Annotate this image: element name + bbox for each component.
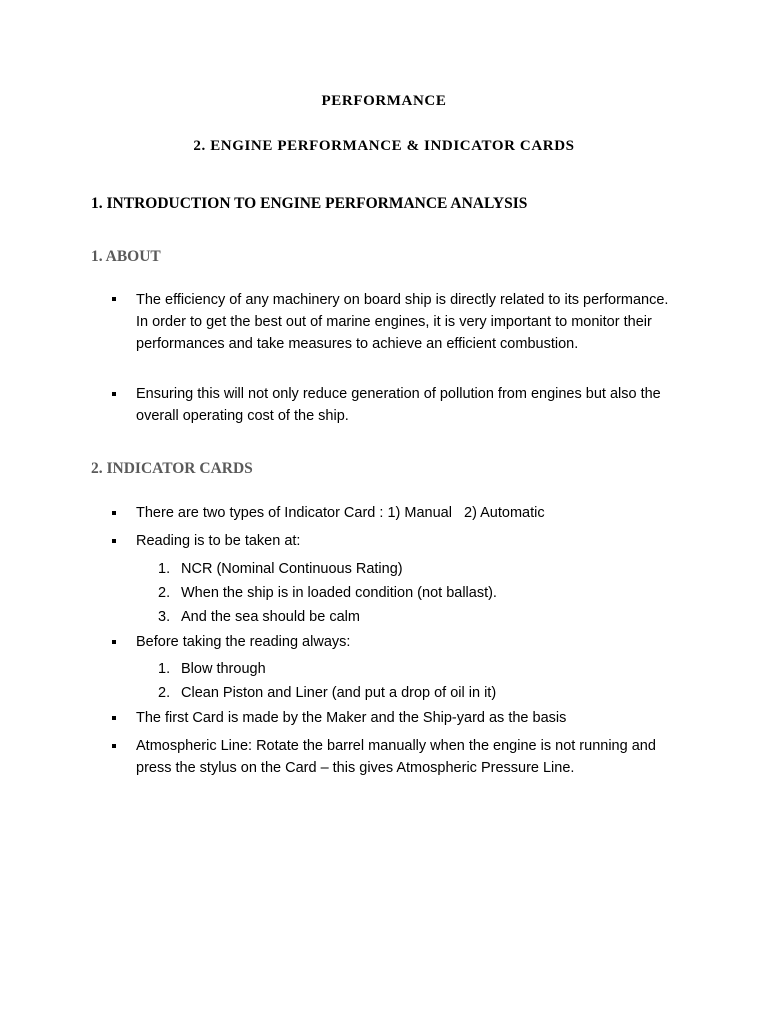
before-item: Blow through <box>181 661 266 677</box>
about-heading: 1. ABOUT <box>91 248 161 265</box>
bullet-marker <box>112 744 118 750</box>
before-item-number: 2. <box>158 685 171 701</box>
reading-item-number: 3. <box>158 609 171 625</box>
before-item-number: 1. <box>158 661 171 677</box>
bullet-marker <box>112 539 118 545</box>
types-bullet: There are two types of Indicator Card : 1) Manual 2) Automatic <box>136 505 545 521</box>
first-card-bullet: The first Card is made by the Maker and the Ship-yard as the basis <box>136 710 567 726</box>
section-heading: 1. INTRODUCTION TO ENGINE PERFORMANCE ANALYSIS <box>91 195 528 212</box>
bullet-marker <box>112 297 118 303</box>
reading-item: NCR (Nominal Continuous Rating) <box>181 561 403 577</box>
reading-item: And the sea should be calm <box>181 609 360 625</box>
about-bullet-1: The efficiency of any machinery on board ship is directly related to its performance. In order to get the best out of marine engines, it is very important to monitor their performances and take measures to achieve an efficient combustion. <box>136 292 669 352</box>
document-subtitle: 2. ENGINE PERFORMANCE & INDICATOR CARDS <box>193 138 575 154</box>
reading-bullet: Reading is to be taken at: <box>136 533 301 549</box>
bullet-marker <box>112 392 118 398</box>
reading-item-number: 1. <box>158 561 171 577</box>
about-bullet-2: Ensuring this will not only reduce generation of pollution from engines but also the overall operating cost of the ship. <box>136 386 661 424</box>
bullet-marker <box>112 511 118 517</box>
before-item: Clean Piston and Liner (and put a drop of oil in it) <box>181 685 497 701</box>
bullet-marker <box>112 716 118 722</box>
bullet-marker <box>112 640 118 646</box>
indicator-cards-heading: 2. INDICATOR CARDS <box>91 460 253 477</box>
reading-item-number: 2. <box>158 585 171 601</box>
before-bullet: Before taking the reading always: <box>136 634 351 650</box>
atmospheric-line-bullet: Atmospheric Line: Rotate the barrel manually when the engine is not running and press the stylus on the Card – this gives Atmospheric Pressure Line. <box>136 738 656 776</box>
document-title: PERFORMANCE <box>321 93 447 109</box>
reading-item: When the ship is in loaded condition (not ballast). <box>181 585 497 601</box>
